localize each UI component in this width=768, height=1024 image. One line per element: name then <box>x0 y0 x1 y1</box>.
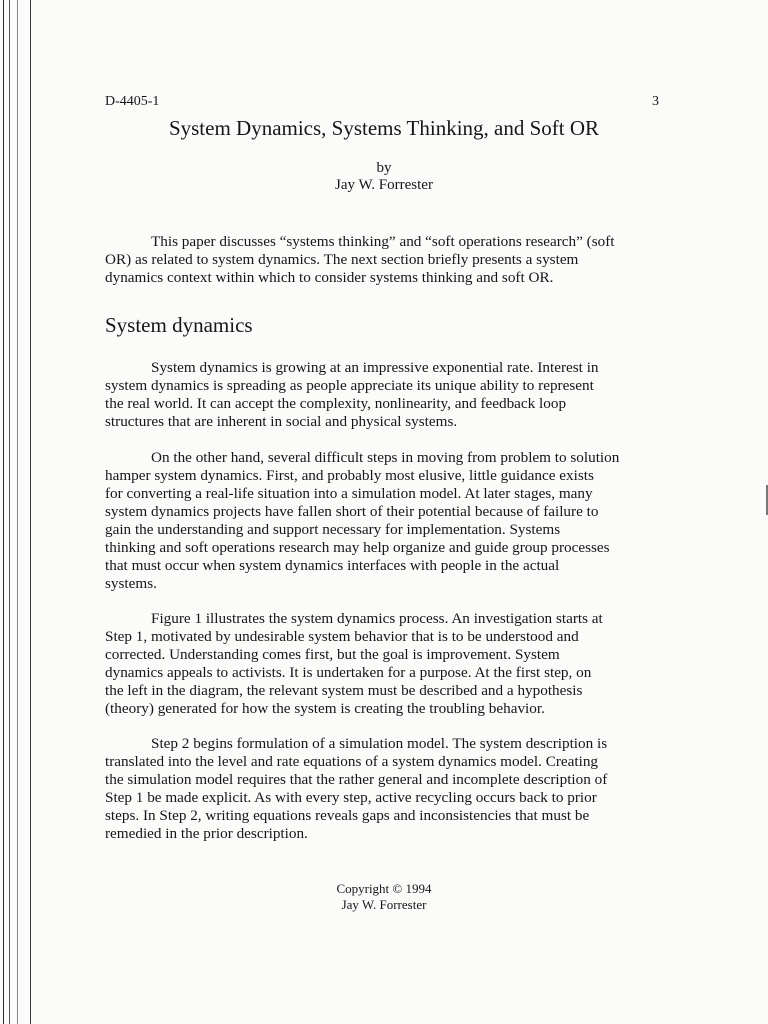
paragraph-line: system dynamics is spreading as people appreciate its unique ability to represent <box>105 377 594 394</box>
intro-line: OR) as related to system dynamics. The next section briefly presents a system <box>105 251 579 268</box>
copyright-holder: Jay W. Forrester <box>341 897 427 912</box>
paragraph-line: Step 1 be made explicit. As with every step, active recycling occurs back to prior <box>105 789 597 806</box>
body-paragraph-1 <box>105 359 673 431</box>
paragraph-line: the simulation model requires that the rather general and incomplete description of <box>105 771 608 788</box>
paragraph-line: structures that are inherent in social and physical systems. <box>105 413 458 430</box>
paragraph-line: hamper system dynamics. First, and probably most elusive, little guidance exists <box>105 467 594 484</box>
paragraph-line: system dynamics projects have fallen short of their potential because of failure to <box>105 503 599 520</box>
scan-edge-line <box>30 0 31 1024</box>
body-paragraph-2 <box>105 449 673 593</box>
document-id: D-4405-1 <box>105 94 160 109</box>
paragraph-line: On the other hand, several difficult steps in moving from problem to solution <box>151 449 620 466</box>
paragraph-line: corrected. Understanding comes first, but the goal is improvement. System <box>105 646 560 663</box>
section-heading: System dynamics <box>105 313 253 337</box>
paragraph-line: Step 2 begins formulation of a simulation model. The system description is <box>151 735 608 752</box>
paragraph-line: thinking and soft operations research may help organize and guide group processes <box>105 539 610 556</box>
paragraph-line: (theory) generated for how the system is creating the troubling behavior. <box>105 700 545 717</box>
paragraph-line: Step 1, motivated by undesirable system behavior that is to be understood and <box>105 628 579 645</box>
scan-edge-line <box>3 0 4 1024</box>
intro-paragraph <box>105 233 673 287</box>
scan-edge-line <box>9 0 10 1024</box>
copyright-notice <box>0 881 768 913</box>
paragraph-line: Figure 1 illustrates the system dynamics process. An investigation starts at <box>151 610 603 627</box>
paragraph-line: the left in the diagram, the relevant system must be described and a hypothesis <box>105 682 583 699</box>
intro-line: dynamics context within which to consider systems thinking and soft OR. <box>105 269 554 286</box>
paragraph-line: translated into the level and rate equations of a system dynamics model. Creating <box>105 753 599 770</box>
document-title: System Dynamics, Systems Thinking, and Soft OR <box>168 116 600 140</box>
paragraph-line: the real world. It can accept the complexity, nonlinearity, and feedback loop <box>105 395 567 412</box>
author-name: Jay W. Forrester <box>335 177 433 193</box>
paragraph-line: gain the understanding and support necessary for implementation. Systems <box>105 521 561 538</box>
paragraph-line: remedied in the prior description. <box>105 825 308 842</box>
byline-by: by <box>376 160 392 176</box>
body-paragraph-3 <box>105 610 673 718</box>
paragraph-line: for converting a real-life situation into a simulation model. At later stages, many <box>105 485 593 502</box>
paragraph-line: dynamics appeals to activists. It is undertaken for a purpose. At the first step, on <box>105 664 592 681</box>
page-number: 3 <box>652 94 659 109</box>
intro-line: This paper discusses “systems thinking” and “soft operations research” (soft <box>151 233 615 250</box>
scan-edge-line <box>17 0 18 1024</box>
paragraph-line: steps. In Step 2, writing equations reveals gaps and inconsistencies that must be <box>105 807 590 824</box>
paragraph-line: systems. <box>105 575 157 592</box>
copyright-line: Copyright © 1994 <box>336 881 432 896</box>
paragraph-line: System dynamics is growing at an impressive exponential rate. Interest in <box>151 359 599 376</box>
body-paragraph-4 <box>105 735 673 843</box>
paragraph-line: that must occur when system dynamics interfaces with people in the actual <box>105 557 560 574</box>
